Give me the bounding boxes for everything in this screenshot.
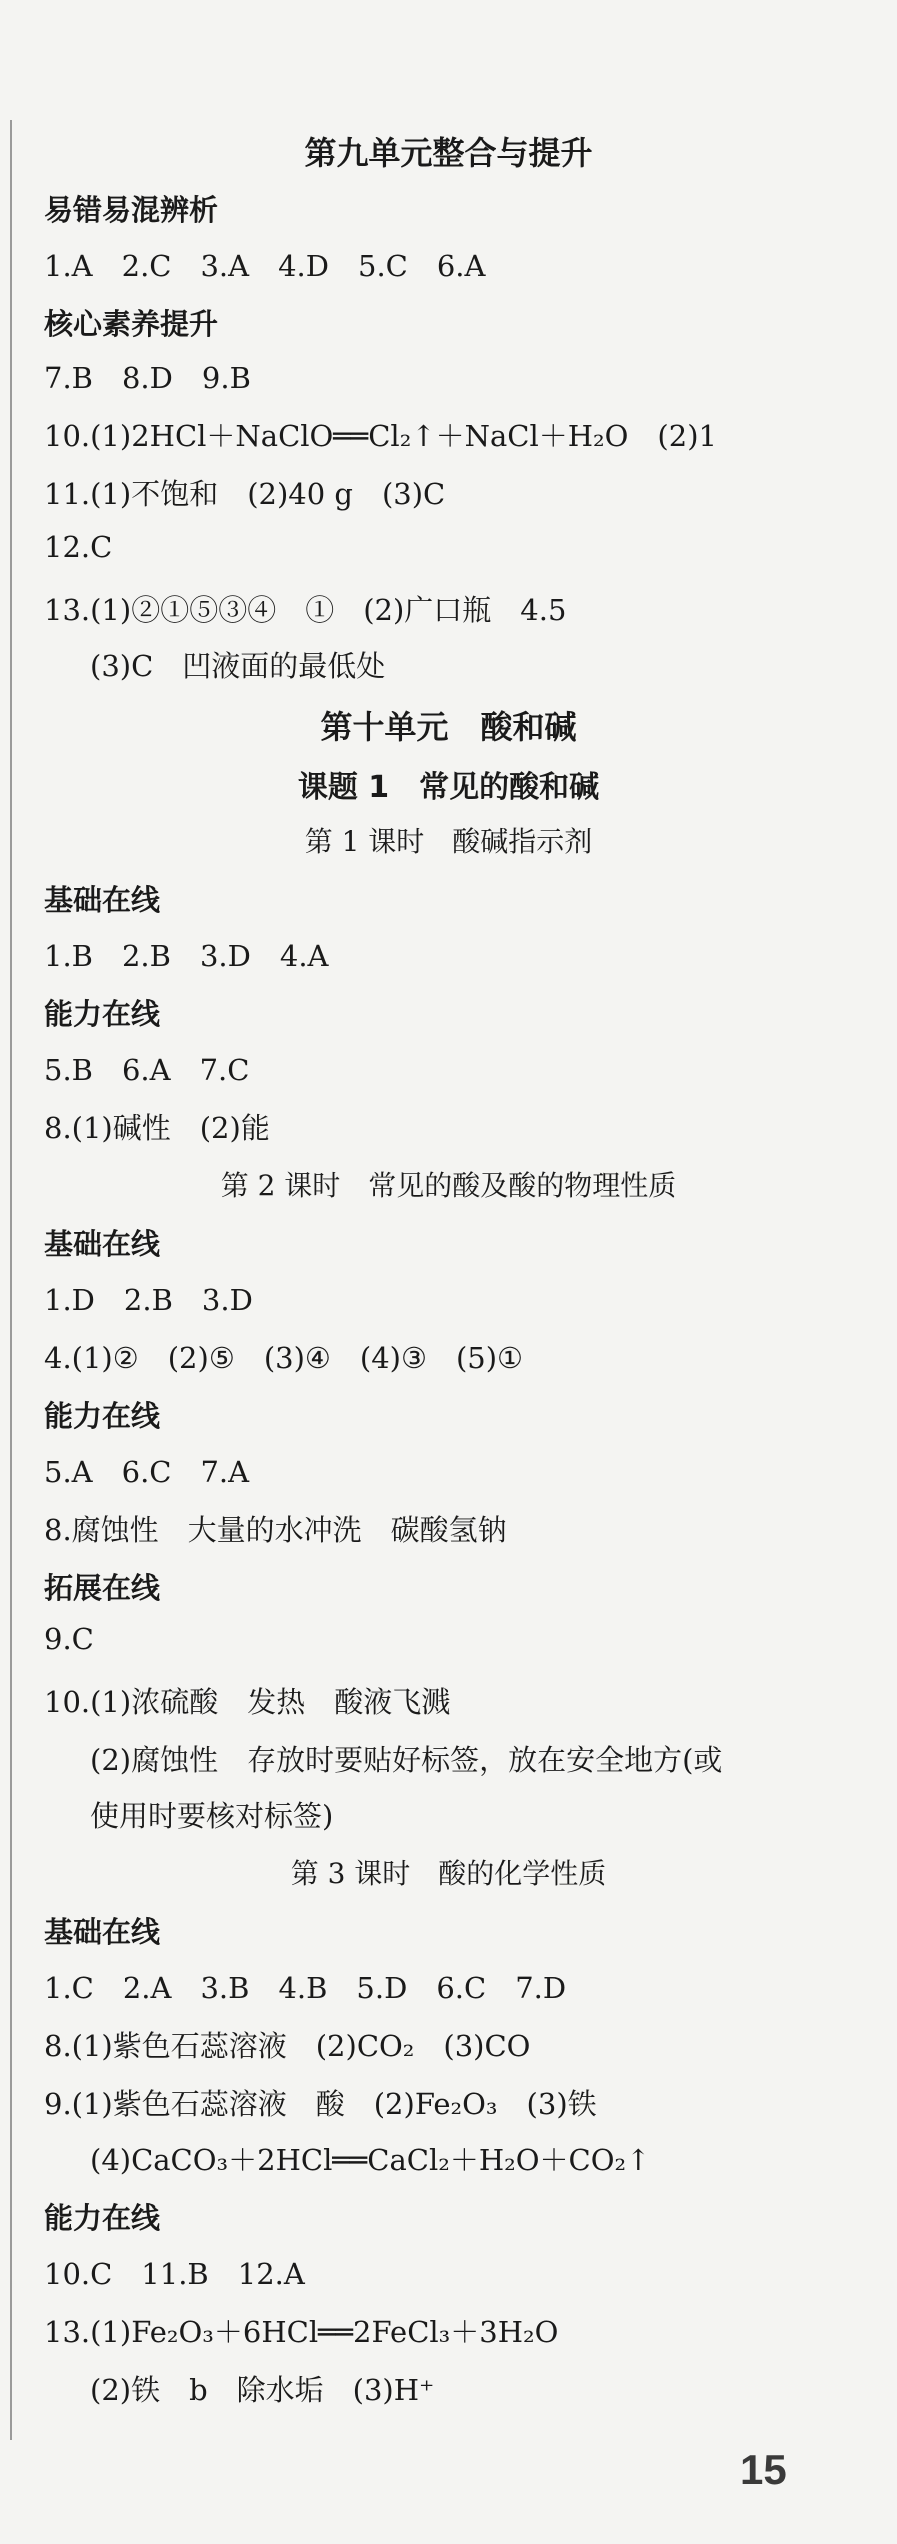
section-heading: 基础在线 bbox=[44, 1915, 161, 1949]
lesson-title: 第 1 课时 酸碱指示剂 bbox=[304, 825, 593, 858]
answer-line: 9.(1)紫色石蕊溶液 酸 (2)Fe₂O₃ (3)铁 bbox=[44, 2087, 597, 2121]
lesson-title: 第 2 课时 常见的酸及酸的物理性质 bbox=[220, 1169, 677, 1202]
answer-line: 1.C 2.A 3.B 4.B 5.D 6.C 7.D bbox=[44, 1971, 567, 2005]
unit9-title: 第九单元整合与提升 bbox=[304, 134, 593, 172]
section-heading: 基础在线 bbox=[44, 1227, 161, 1261]
answer-line: 1.D 2.B 3.D bbox=[44, 1283, 253, 1317]
section-heading: 核心素养提升 bbox=[44, 307, 219, 341]
answer-line: 9.C bbox=[44, 1622, 94, 1656]
answer-line: 13.(1)Fe₂O₃＋6HCl══2FeCl₃＋3H₂O bbox=[44, 2315, 559, 2349]
page-number: 15 bbox=[740, 2446, 787, 2493]
answer-line: 5.A 6.C 7.A bbox=[44, 1455, 250, 1489]
answer-line: 10.(1)浓硫酸 发热 酸液飞溅 bbox=[44, 1685, 451, 1719]
section-heading: 能力在线 bbox=[44, 2201, 161, 2235]
answer-line: 11.(1)不饱和 (2)40 g (3)C bbox=[44, 477, 446, 511]
answer-line: 5.B 6.A 7.C bbox=[44, 1053, 250, 1087]
answer-line: 8.腐蚀性 大量的水冲洗 碳酸氢钠 bbox=[44, 1513, 507, 1547]
section-heading: 易错易混辨析 bbox=[44, 193, 219, 227]
section-heading: 拓展在线 bbox=[44, 1571, 161, 1605]
answer-line: 12.C bbox=[44, 530, 113, 564]
answer-line: 1.B 2.B 3.D 4.A bbox=[44, 939, 329, 973]
answer-line: 使用时要核对标签) bbox=[90, 1799, 334, 1833]
section-heading: 能力在线 bbox=[44, 997, 161, 1031]
answer-line: 7.B 8.D 9.B bbox=[44, 361, 251, 395]
answer-line: 8.(1)碱性 (2)能 bbox=[44, 1111, 270, 1145]
answer-line: 10.C 11.B 12.A bbox=[44, 2257, 305, 2291]
answer-line: 13.(1)②①⑤③④ ① (2)广口瓶 4.5 bbox=[44, 593, 567, 627]
answer-line: 10.(1)2HCl＋NaClO══Cl₂↑＋NaCl＋H₂O (2)1 bbox=[44, 419, 717, 453]
lesson-title: 第 3 课时 酸的化学性质 bbox=[290, 1857, 607, 1890]
unit10-title: 第十单元 酸和碱 bbox=[320, 708, 577, 746]
section-heading: 能力在线 bbox=[44, 1399, 161, 1433]
topic-title: 课题 1 常见的酸和碱 bbox=[297, 770, 600, 805]
answer-line: 1.A 2.C 3.A 4.D 5.C 6.A bbox=[44, 249, 486, 283]
answer-line: (2)腐蚀性 存放时要贴好标签，放在安全地方(或 bbox=[90, 1743, 723, 1777]
answer-line: 4.(1)② (2)⑤ (3)④ (4)③ (5)① bbox=[44, 1341, 524, 1375]
margin-rule bbox=[10, 120, 12, 2440]
answer-line: (2)铁 b 除水垢 (3)H⁺ bbox=[90, 2373, 435, 2407]
answer-line: 8.(1)紫色石蕊溶液 (2)CO₂ (3)CO bbox=[44, 2029, 531, 2063]
section-heading: 基础在线 bbox=[44, 883, 161, 917]
answer-line: (3)C 凹液面的最低处 bbox=[90, 649, 386, 683]
answer-line: (4)CaCO₃＋2HCl══CaCl₂＋H₂O＋CO₂↑ bbox=[90, 2143, 651, 2177]
